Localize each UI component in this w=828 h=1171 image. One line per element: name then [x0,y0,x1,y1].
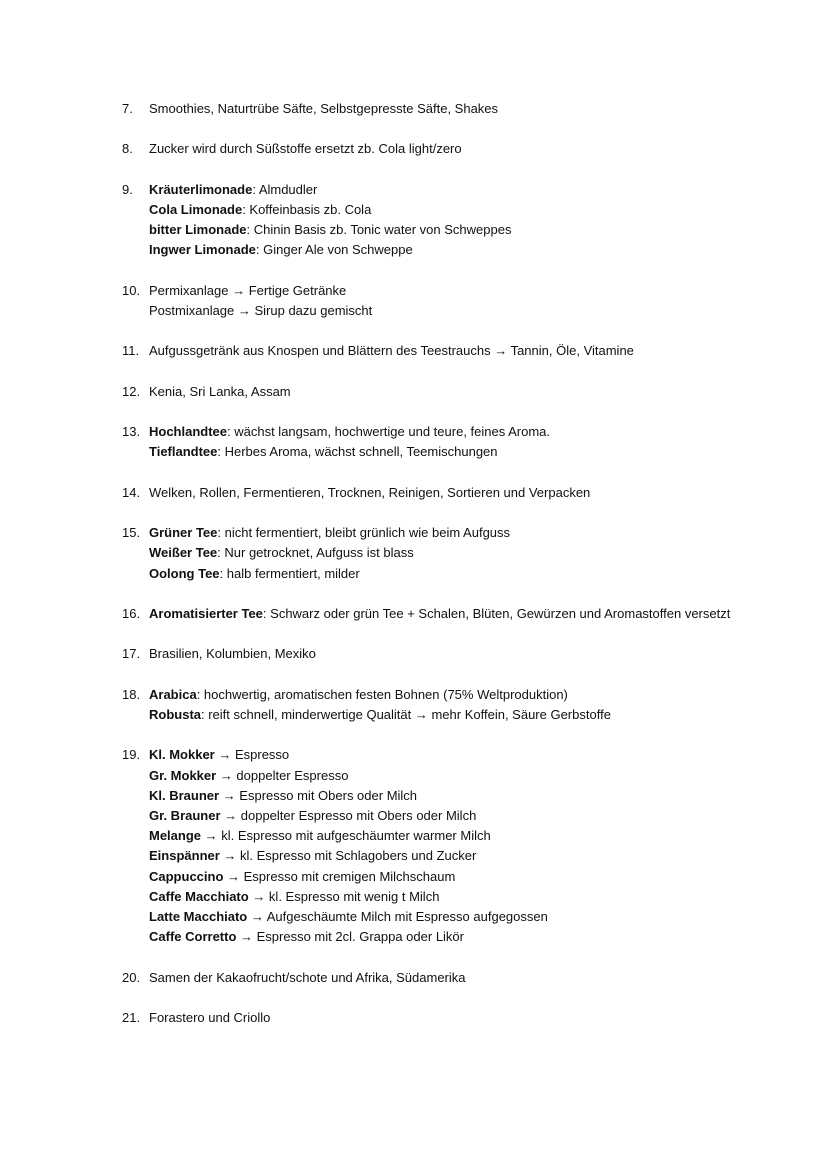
term-label: Arabica [149,686,197,702]
item-number: 19. [122,747,141,763]
term-label: Robusta [149,706,201,722]
item-text: → kl. Espresso mit aufgeschäumter warmer Milch [201,828,491,844]
item-text: Kenia, Sri Lanka, Assam [149,383,291,399]
list-item [122,281,742,321]
term-label: bitter Limonade [149,222,247,238]
item-text: : Nur getrocknet, Aufguss ist blass [217,545,414,561]
item-line [149,806,742,826]
item-text: : nicht fermentiert, bleibt grünlich wie beim Aufguss [217,525,511,541]
item-text: : reift schnell, minderwertige Qualität → mehr Koffein, Säure Gerbstoffe [201,706,611,722]
item-text: → Espresso mit 2cl. Grappa oder Likör [236,929,464,945]
item-line [149,240,742,260]
item-number: 16. [122,605,141,621]
item-number: 18. [122,686,141,702]
item-text: Aufgussgetränk aus Knospen und Blättern des Teestrauchs → Tannin, Öle, Vitamine [149,343,634,359]
item-line [149,543,742,563]
list-item [122,604,742,624]
term-label: Caffe Corretto [149,929,237,945]
item-line [149,301,742,321]
item-number: 20. [122,969,141,985]
term-label: Grüner Tee [149,525,218,541]
term-label: Oolong Tee [149,565,220,581]
item-text: → kl. Espresso mit wenig t Milch [248,888,440,904]
item-line [149,523,742,543]
item-number: 10. [122,282,141,298]
item-line [149,341,742,361]
item-number: 17. [122,646,141,662]
item-line [149,382,742,402]
item-line [149,99,742,119]
term-label: Caffe Macchiato [149,888,249,904]
item-number: 13. [122,424,141,440]
list-item [122,745,742,947]
term-label: Kl. Brauner [149,787,220,803]
item-text: : Chinin Basis zb. Tonic water von Schweppes [246,222,512,238]
term-label: Tieflandtee [149,444,218,460]
numbered-answer-list [122,99,742,1048]
item-line [149,281,742,301]
term-label: Weißer Tee [149,545,218,561]
item-line [149,867,742,887]
item-text: : Koffeinbasis zb. Cola [242,201,372,217]
term-label: Hochlandtee [149,424,228,440]
item-line [149,685,742,705]
list-item [122,1008,742,1028]
item-number: 9. [122,181,133,197]
item-line [149,907,742,927]
term-label: Cola Limonade [149,201,243,217]
list-item [122,483,742,503]
term-label: Gr. Mokker [149,767,217,783]
item-text: : halb fermentiert, milder [219,565,360,581]
item-text: → kl. Espresso mit Schlagobers und Zucker [219,848,477,864]
item-number: 15. [122,525,141,541]
item-line [149,826,742,846]
item-text: Zucker wird durch Süßstoffe ersetzt zb. Cola light/zero [149,141,462,157]
item-text: : hochwertig, aromatischen festen Bohnen (75% Weltproduktion) [196,686,568,702]
term-label: Melange [149,828,202,844]
item-text: → Aufgeschäumte Milch mit Espresso aufgegossen [247,908,548,924]
item-text: Permixanlage → Fertige Getränke [149,282,347,298]
term-label: Kräuterlimonade [149,181,253,197]
item-text: : Schwarz oder grün Tee + Schalen, Blüten, Gewürzen und Aromastoffen versetzt [262,605,731,621]
item-line [149,139,742,159]
item-line [149,968,742,988]
term-label: Aromatisierter Tee [149,605,263,621]
item-number: 21. [122,1009,141,1025]
item-line [149,887,742,907]
list-item [122,685,742,725]
item-number: 11. [122,343,140,359]
item-line [149,644,742,664]
item-text: → doppelter Espresso [216,767,349,783]
term-label: Latte Macchiato [149,908,248,924]
item-line [149,1008,742,1028]
item-text: Brasilien, Kolumbien, Mexiko [149,646,316,662]
list-item [122,139,742,159]
list-item [122,99,742,119]
item-text: : Ginger Ale von Schweppe [255,242,413,258]
item-text: → Espresso [214,747,290,763]
item-line [149,442,742,462]
item-line [149,200,742,220]
term-label: Einspänner [149,848,220,864]
list-item [122,180,742,261]
item-line [149,564,742,584]
item-text: Samen der Kakaofrucht/schote und Afrika, Südamerika [149,969,466,985]
item-number: 12. [122,383,141,399]
item-line [149,786,742,806]
item-line [149,220,742,240]
list-item [122,382,742,402]
item-line [149,766,742,786]
term-label: Cappuccino [149,868,224,884]
item-text: Forastero und Criollo [149,1009,271,1025]
item-text: : wächst langsam, hochwertige und teure, feines Aroma. [227,424,551,440]
item-text: → Espresso mit Obers oder Milch [219,787,418,803]
item-line [149,180,742,200]
item-text: → doppelter Espresso mit Obers oder Milch [220,807,477,823]
item-text: Postmixanlage → Sirup dazu gemischt [149,302,373,318]
item-text: Smoothies, Naturtrübe Säfte, Selbstgepresste Säfte, Shakes [149,101,499,116]
term-label: Ingwer Limonade [149,242,256,258]
list-item [122,523,742,584]
item-number: 8. [122,141,133,157]
item-text: Welken, Rollen, Fermentieren, Trocknen, Reinigen, Sortieren und Verpacken [149,484,591,500]
item-line [149,422,742,442]
item-number: 7. [122,101,133,116]
list-item [122,968,742,988]
list-item [122,341,742,361]
list-item [122,644,742,664]
item-line [149,846,742,866]
item-line [149,483,742,503]
item-text: → Espresso mit cremigen Milchschaum [223,868,456,884]
item-line [149,745,742,765]
list-item [122,422,742,462]
item-line [149,604,742,624]
term-label: Gr. Brauner [149,807,221,823]
item-number: 14. [122,484,141,500]
term-label: Kl. Mokker [149,747,215,763]
item-text: : Almdudler [252,181,318,197]
item-line [149,705,742,725]
item-line [149,927,742,947]
item-text: : Herbes Aroma, wächst schnell, Teemischungen [217,444,498,460]
